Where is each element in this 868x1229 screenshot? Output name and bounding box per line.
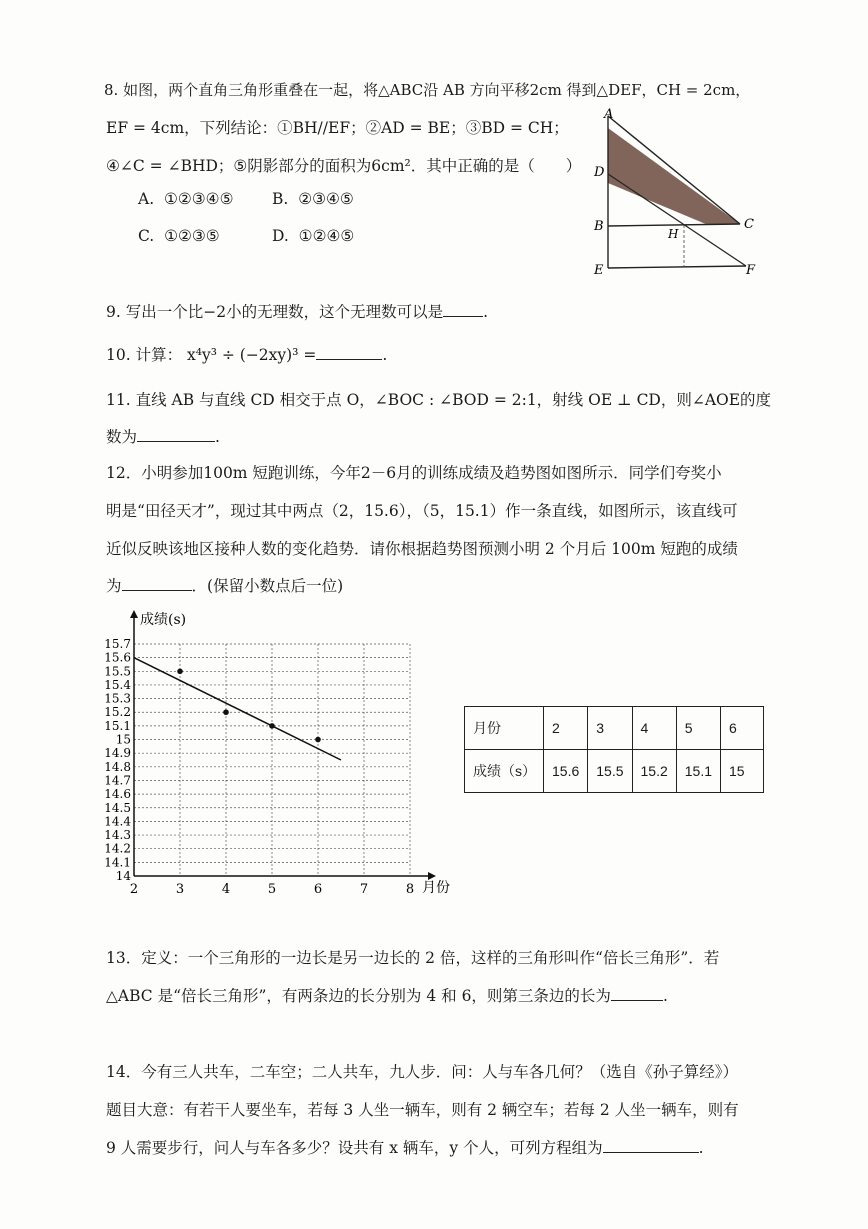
- option-letter: D.: [272, 227, 289, 245]
- q12-line1: 12．小明参加100m 短跑训练，今年2－6月的训练成绩及趋势图如图所示．同学们夸奖小: [106, 464, 722, 482]
- x-tick-label: 4: [221, 882, 231, 897]
- q13-text: △ABC 是“倍长三角形”，有两条边的长分别为 4 和 6，则第三条边的长为: [106, 987, 611, 1005]
- y-tick-label: 14.2: [104, 841, 131, 856]
- y-tick-label: 15.4: [104, 677, 131, 692]
- x-tick-label: 3: [175, 882, 185, 897]
- data-point: [315, 737, 321, 743]
- q12-line4: [106, 576, 343, 596]
- trend-line: [134, 658, 341, 760]
- q12-line3: 近似反映该地区接种人数的变化趋势．请你根据趋势图预测小明 2 个月后 100m 短跑的成绩: [106, 540, 738, 558]
- x-tick-label: 8: [405, 882, 415, 897]
- answer-blank[interactable]: [137, 427, 215, 442]
- q11-line1: 11. 直线 AB 与直线 CD 相交于点 O，∠BOC : ∠BOD = 2:1，射线 OE ⊥ CD，则∠AOE的度: [106, 391, 772, 409]
- x-axis-arrow: [428, 872, 436, 880]
- y-tick-labels: [104, 637, 131, 883]
- answer-blank[interactable]: [603, 1138, 699, 1153]
- y-tick-label: 14.8: [104, 759, 131, 774]
- y-tick-label: 15.7: [104, 637, 131, 651]
- label-f: F: [746, 263, 756, 278]
- y-tick-label: 15.2: [104, 705, 131, 720]
- option-text: ①②③⑤: [164, 227, 220, 245]
- table-cell: 15.1: [676, 750, 720, 793]
- data-point: [223, 709, 229, 715]
- y-tick-label: 14: [115, 869, 131, 883]
- y-tick-label: 14.1: [104, 855, 131, 870]
- y-tick-label: 14.9: [104, 746, 131, 761]
- q8-option-a[interactable]: [138, 190, 233, 208]
- table-row: [465, 750, 764, 793]
- x-tick-labels: [130, 882, 414, 897]
- table-cell: 15.6: [544, 750, 588, 793]
- y-tick-label: 14.7: [104, 773, 131, 788]
- y-tick-label: 14.3: [104, 828, 131, 843]
- table-cell: 15.5: [588, 750, 632, 793]
- chart-axes: [130, 610, 436, 880]
- chart-marks: [134, 658, 341, 760]
- q8-option-d[interactable]: [272, 227, 354, 245]
- q14-line1: 14．今有三人共车，二车空；二人共车，九人步．问：人与车各几何？（选自《孙子算经》）: [106, 1063, 738, 1081]
- q12-text: 为: [106, 577, 122, 595]
- y-tick-label: 15: [115, 732, 131, 747]
- option-text: ①②③④⑤: [163, 190, 234, 208]
- answer-blank[interactable]: [316, 345, 382, 360]
- option-letter: A.: [138, 190, 155, 208]
- q10-end: .: [382, 346, 388, 364]
- data-point: [269, 723, 275, 729]
- trend-chart: [100, 606, 460, 901]
- q10-text: 10. 计算： x⁴y³ ÷ (−2xy)³ =: [106, 346, 317, 364]
- q11-line2: [106, 427, 220, 447]
- option-letter: B.: [272, 190, 289, 208]
- table-cell: 2: [544, 707, 588, 750]
- q8-triangle-figure: [588, 108, 768, 283]
- option-letter: C.: [138, 227, 155, 245]
- y-tick-label: 14.5: [104, 800, 131, 815]
- label-a: A: [604, 108, 614, 122]
- y-tick-label: 14.6: [104, 787, 131, 802]
- table-row: [465, 707, 764, 750]
- q14-end: .: [698, 1139, 704, 1157]
- q9-text: 9. 写出一个比−2小的无理数，这个无理数可以是: [106, 303, 444, 321]
- q8-line3: ④∠C = ∠BHD；⑤阴影部分的面积为6cm²．其中正确的是（ ）: [106, 157, 582, 175]
- answer-blank[interactable]: [611, 986, 663, 1001]
- y-tick-label: 15.3: [104, 691, 131, 706]
- table-cell: 5: [676, 707, 720, 750]
- option-text: ①②④⑤: [298, 227, 355, 245]
- answer-blank[interactable]: [122, 576, 192, 591]
- data-point: [177, 668, 183, 674]
- q14-text: 9 人需要步行，问人与车各多少？设共有 x 辆车，y 个人，可列方程组为: [106, 1139, 603, 1157]
- table-cell: 15.2: [632, 750, 676, 793]
- table-cell: 15: [721, 750, 764, 793]
- q10-line: [106, 345, 387, 365]
- option-text: ②③④⑤: [298, 190, 354, 208]
- q9-end: .: [483, 303, 489, 321]
- q14-line2: 题目大意：有若干人要坐车，若每 3 人坐一辆车，则有 2 辆空车；若每 2 人坐一辆车，则有: [106, 1101, 739, 1119]
- table-header-score: 成绩（s）: [465, 750, 544, 793]
- answer-blank[interactable]: [443, 302, 483, 317]
- label-b: B: [594, 219, 604, 234]
- score-table: [464, 706, 764, 793]
- q8-option-c[interactable]: [138, 227, 220, 245]
- table-cell: 4: [632, 707, 676, 750]
- y-axis-label: 成绩(s): [140, 612, 187, 628]
- shaded-region: [608, 128, 740, 225]
- q13-end: .: [662, 987, 668, 1005]
- x-tick-label: 5: [267, 882, 277, 897]
- y-tick-label: 15.1: [104, 718, 131, 733]
- q8-line1: 8. 如图，两个直角三角形重叠在一起，将△ABC沿 AB 方向平移2cm 得到△DEF，CH = 2cm，: [104, 81, 751, 99]
- y-axis-arrow: [130, 610, 138, 618]
- table-cell: 6: [721, 707, 764, 750]
- y-tick-label: 15.6: [104, 650, 131, 665]
- x-axis-label: 月份: [422, 880, 450, 896]
- q11-end: .: [215, 428, 220, 446]
- x-tick-label: 2: [129, 882, 139, 897]
- q9-line: [106, 302, 488, 322]
- x-tick-label: 6: [313, 882, 323, 897]
- label-c: C: [744, 217, 754, 232]
- q8-option-b[interactable]: [272, 190, 354, 208]
- q11-text: 数为: [106, 428, 138, 446]
- q8-line2: EF = 4cm，下列结论：①BH//EF；②AD = BE；③BD = CH；: [106, 119, 569, 137]
- table-cell: 3: [588, 707, 632, 750]
- x-tick-label: 7: [359, 882, 369, 897]
- label-h: H: [668, 227, 679, 241]
- y-tick-label: 14.4: [104, 814, 131, 829]
- q14-line3: [106, 1138, 704, 1158]
- q13-line1: 13．定义：一个三角形的一边长是另一边长的 2 倍，这样的三角形叫作“倍长三角形”．若: [106, 949, 720, 967]
- label-e: E: [594, 263, 604, 278]
- q12-end: ．(保留小数点后一位): [191, 577, 344, 595]
- q13-line2: [106, 986, 668, 1006]
- y-tick-label: 15.5: [104, 664, 131, 679]
- table-header-month: 月份: [465, 707, 544, 750]
- q12-line2: 明是“田径天才”，现过其中两点（2，15.6），（5，15.1）作一条直线，如图所示，该直线可: [106, 502, 738, 520]
- label-d: D: [594, 165, 605, 180]
